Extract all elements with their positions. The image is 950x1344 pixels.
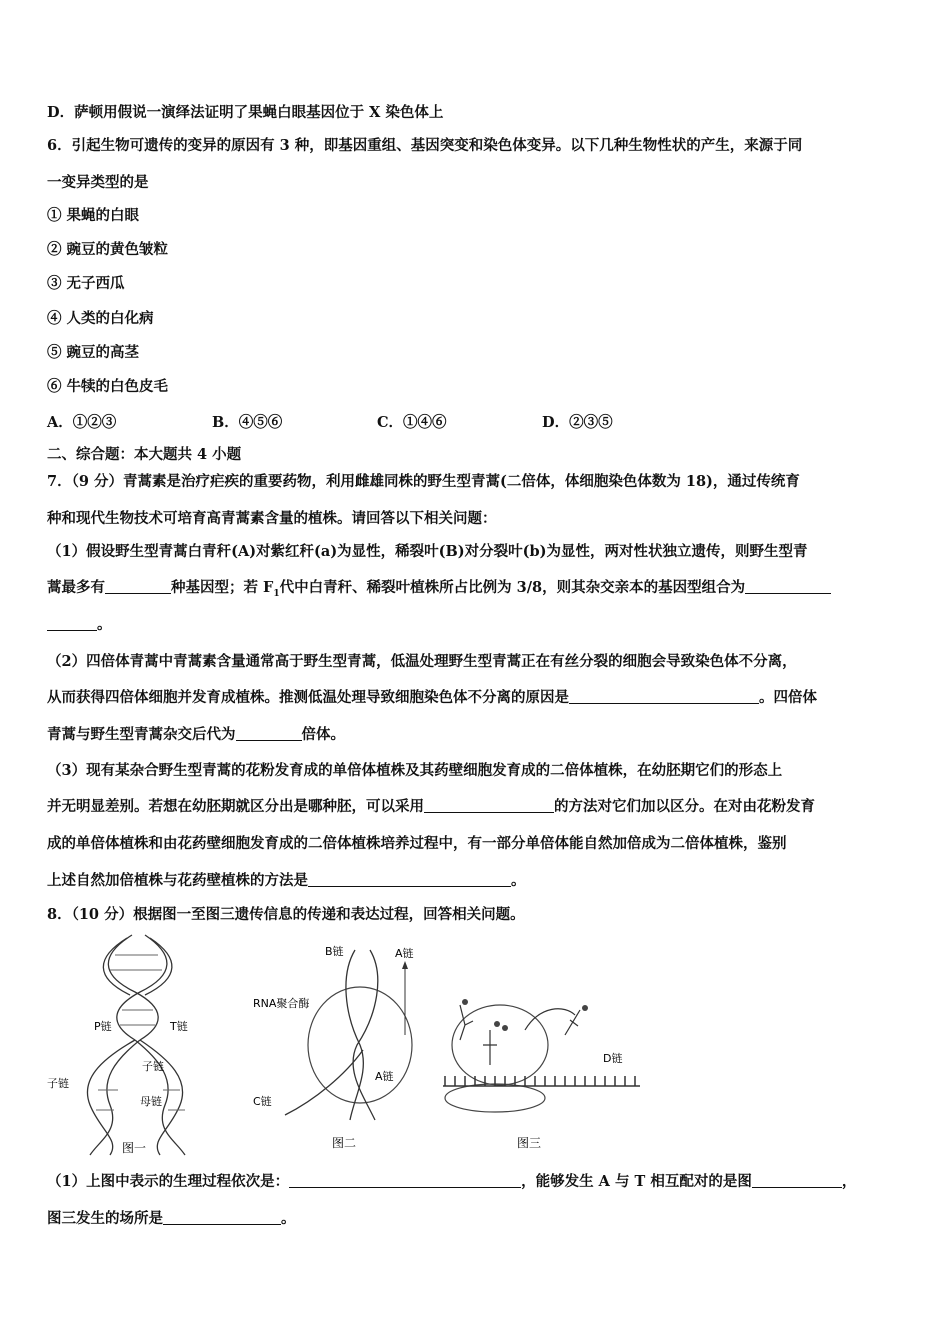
q7-part3-line1: （3）现有某杂合野生型青蒿的花粉发育成的单倍体植株及其药壁细胞发育成的二倍体植株，在幼胚期它们的形态上	[47, 762, 783, 779]
q8-part1-line1: （1）上图中表示的生理过程依次是： ，能够发生 A 与 T 相互配对的是图 ，	[47, 1173, 857, 1190]
figure-1-dna-replication	[40, 930, 240, 1160]
answer-blank[interactable]	[105, 578, 171, 594]
q6-option-d: D．②③⑤	[542, 414, 613, 431]
label-daughter-chain: 子链	[142, 1060, 164, 1073]
answer-blank[interactable]	[569, 688, 759, 704]
q8-part1-line2: 图三发生的场所是 。	[47, 1210, 296, 1227]
q8-stem: 8．（10 分）根据图一至图三遗传信息的传递和表达过程，回答相关问题。	[47, 906, 525, 923]
label-p-chain: P链	[94, 1020, 112, 1033]
figure-2-caption: 图二	[332, 1136, 357, 1150]
q6-item-5: ⑤ 豌豆的高茎	[47, 344, 140, 361]
q5-option-d: D．萨顿用假说一演绎法证明了果蝇白眼基因位于 X 染色体上	[47, 104, 444, 121]
q7-stem-line2: 种和现代生物技术可培育高青蒿素含量的植株。请回答以下相关问题：	[47, 510, 497, 527]
answer-blank[interactable]	[163, 1209, 281, 1225]
q6-stem-line1: 6．引起生物可遗传的变异的原因有 3 种，即基因重组、基因突变和染色体变异。以下几种生物性状的产生，来源于同	[47, 137, 803, 154]
answer-blank[interactable]	[424, 797, 554, 813]
label-a-chain-bottom: A链	[375, 1070, 394, 1083]
q7-part2-line1: （2）四倍体青蒿中青蒿素含量通常高于野生型青蒿，低温处理野生型青蒿正在有丝分裂的细胞会导致染色体不分离，	[47, 653, 797, 670]
q6-item-2: ② 豌豆的黄色皱粒	[47, 241, 169, 258]
figure-2-transcription	[245, 935, 435, 1155]
section-heading: 二、综合题：本大题共 4 小题	[47, 446, 242, 463]
q7-stem-line1: 7．（9 分）青蒿素是治疗疟疾的重要药物，利用雌雄同株的野生型青蒿(二倍体，体细胞染色体数为 18)，通过传统育	[47, 473, 800, 490]
label-d-chain: D链	[603, 1052, 623, 1065]
answer-blank[interactable]	[745, 578, 831, 594]
answer-blank[interactable]	[47, 615, 97, 631]
answer-blank[interactable]	[289, 1172, 521, 1188]
q6-option-a: A．①②③	[47, 414, 117, 431]
label-b-chain: B链	[325, 945, 344, 958]
q7-part1-line2: 蒿最多有 种基因型；若 $F_1$代中白青秆、稀裂叶植株所占比例为 3/8，则其杂交亲本的基因型组合为	[47, 578, 831, 604]
q7-part2-line3: 青蒿与野生型青蒿杂交后代为 倍体。	[47, 726, 345, 743]
figure-3-caption: 图三	[517, 1136, 542, 1150]
q7-part3-line3: 成的单倍体植株和由花药壁细胞发育成的二倍体植株培养过程中，有一部分单倍体能自然加倍成为二倍体植株，鉴别	[47, 835, 787, 852]
figure-1-caption: 图一	[122, 1141, 147, 1155]
q6-option-b: B．④⑤⑥	[212, 414, 283, 431]
label-mother-chain: 母链	[140, 1095, 162, 1108]
label-a-chain-top: A链	[395, 947, 414, 960]
q6-item-3: ③ 无子西瓜	[47, 275, 125, 292]
label-t-chain: T链	[170, 1020, 188, 1033]
label-c-chain: C链	[253, 1095, 272, 1108]
q6-stem-line2: 一变异类型的是	[47, 174, 149, 191]
q7-part1-line3: 。	[47, 615, 112, 635]
answer-blank[interactable]	[236, 725, 302, 741]
q6-option-c: C．①④⑥	[377, 414, 447, 431]
q7-part3-line4: 上述自然加倍植株与花药壁植株的方法是 。	[47, 872, 526, 889]
q7-part3-line2: 并无明显差别。若想在幼胚期就区分出是哪种胚，可以采用 的方法对它们加以区分。在对由花粉发育	[47, 798, 815, 815]
figure-3-translation	[435, 990, 645, 1160]
q6-item-6: ⑥ 牛犊的白色皮毛	[47, 378, 169, 395]
label-rna-polymerase: RNA聚合酶	[253, 997, 310, 1010]
q6-item-4: ④ 人类的白化病	[47, 310, 154, 327]
q7-part1-line1: （1）假设野生型青蒿白青秆(A)对紫红秆(a)为显性，稀裂叶(B)对分裂叶(b)为显性，两对性状独立遗传，则野生型青	[47, 543, 808, 560]
q7-part2-line2: 从而获得四倍体细胞并发育成植株。推测低温处理导致细胞染色体不分离的原因是 。四倍体	[47, 689, 817, 706]
answer-blank[interactable]	[308, 871, 511, 887]
answer-blank[interactable]	[752, 1172, 842, 1188]
q6-item-1: ① 果蝇的白眼	[47, 207, 140, 224]
label-daughter-chain-left: 子链	[47, 1077, 69, 1090]
